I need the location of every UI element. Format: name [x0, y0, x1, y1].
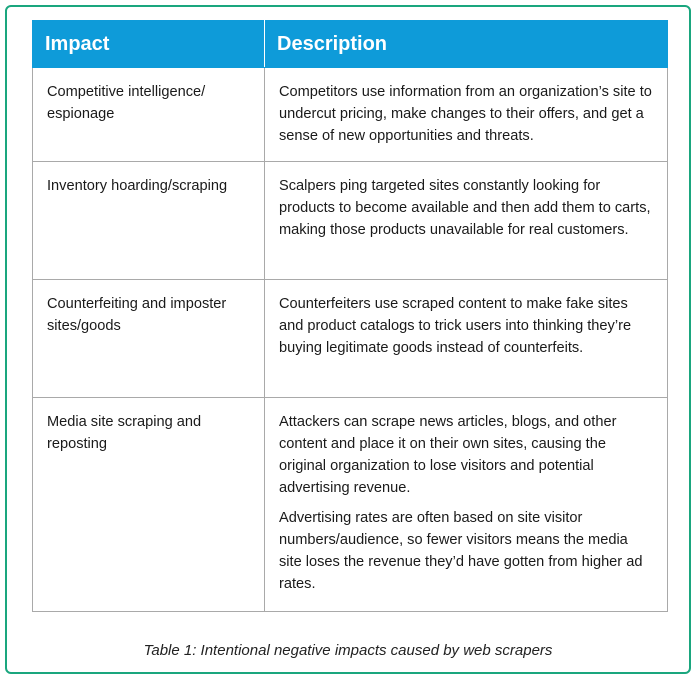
- description-text: Advertising rates are often based on site visitor numbers/audience, so fewer visitors means the media site loses the revenue they’d have gotten from higher ad rates.: [279, 510, 643, 592]
- table-header-row: [33, 21, 668, 68]
- impacts-table: [32, 20, 668, 612]
- impact-text: Competitive intelligence/ espionage: [47, 84, 206, 122]
- impact-text: Media site scraping and reposting: [47, 414, 202, 452]
- table-caption: Table 1: Intentional negative impacts caused by web scrapers: [143, 642, 553, 659]
- table-row: [33, 280, 668, 398]
- description-cell: [265, 162, 668, 280]
- header-description: Description: [265, 21, 668, 68]
- description-text: Scalpers ping targeted sites constantly looking for products to become available and then add them to carts, making those products unavailable for real customers.: [279, 178, 651, 238]
- impact-text: Counterfeiting and imposter sites/goods: [47, 296, 227, 334]
- impact-cell: [33, 162, 265, 280]
- header-impact: Impact: [33, 21, 265, 68]
- impact-text: Inventory hoarding/scraping: [47, 178, 228, 194]
- description-cell: [265, 68, 668, 162]
- description-text: Attackers can scrape news articles, blogs, and other content and place it on their own sites, causing the original organization to lose visitors and potential advertising revenue.: [279, 414, 617, 496]
- impact-cell: [33, 398, 265, 612]
- description-cell: [265, 280, 668, 398]
- impact-cell: [33, 68, 265, 162]
- description-text: Competitors use information from an organization’s site to undercut pricing, make changes to their offers, and get a sense of new opportunities and threats.: [279, 84, 652, 144]
- table-row: [33, 398, 668, 612]
- description-text: Counterfeiters use scraped content to make fake sites and product catalogs to trick users into thinking they’re buying legitimate goods instead of counterfeits.: [279, 296, 632, 356]
- description-cell: [265, 398, 668, 612]
- table-row: [33, 68, 668, 162]
- table-row: [33, 162, 668, 280]
- impact-cell: [33, 280, 265, 398]
